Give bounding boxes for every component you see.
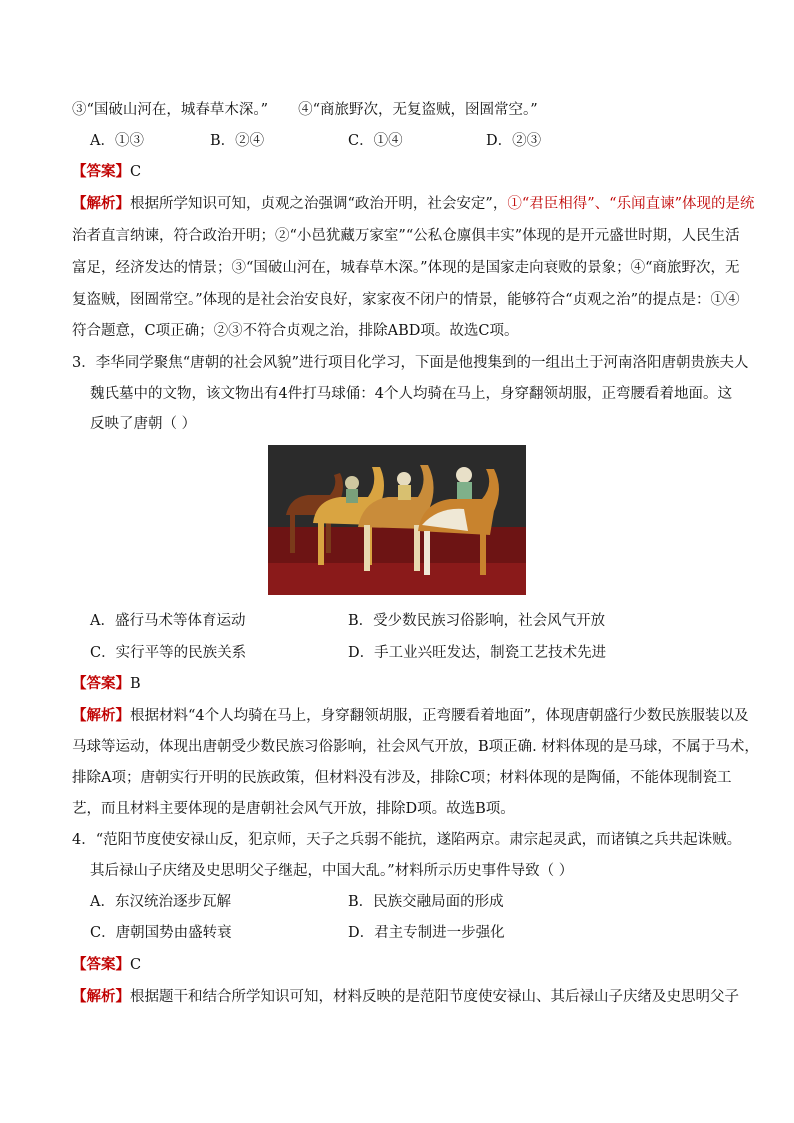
- q4-option-c[interactable]: C．唐朝国势由盛转衰: [90, 925, 232, 941]
- q4-answer: [72, 955, 726, 975]
- q3-stem-line-2: 魏氏墓中的文物，该文物出有4件打马球俑：4个人均骑在马上，身穿翻领胡服，正弯腰看着地面。这: [90, 386, 732, 402]
- answer-tag: 【答案】: [72, 163, 130, 180]
- q2-explanation-line-5: 符合题意，C项正确；②③不符合贞观之治，排除ABD项。故选C项。: [72, 323, 519, 339]
- q3-explanation-line-1: 【解析】根据材料“4个人均骑在马上，身穿翻领胡服，正弯腰看着地面”，体现唐朝盛行少数民族服装以及: [72, 707, 749, 724]
- answer-value: B: [130, 676, 141, 692]
- statement-4: ④“商旅野次，无复盗贼，囹圄常空。”: [298, 102, 538, 118]
- q2-option-c[interactable]: C．①④: [348, 133, 403, 149]
- explanation-tag: 【解析】: [72, 988, 130, 1005]
- q2-answer: [72, 162, 726, 182]
- answer-value: C: [130, 164, 142, 180]
- q4-option-b[interactable]: B．民族交融局面的形成: [348, 894, 504, 910]
- q2-explanation-line-3: 富足，经济发达的情景；③“国破山河在，城春草木深。”体现的是国家走向衰败的景象；④“商旅野次，无: [72, 260, 740, 276]
- q3-option-d[interactable]: D．手工业兴旺发达，制瓷工艺技术先进: [348, 645, 607, 661]
- q2-statement-3-4: [72, 100, 726, 120]
- q3-option-c[interactable]: C．实行平等的民族关系: [90, 645, 247, 661]
- q2-explanation-line-2: 治者直言纳谏，符合政治开明；②“小邑犹藏万家室”“公私仓廪俱丰实”体现的是开元盛世时期，人民生活: [72, 228, 740, 244]
- q2-option-d[interactable]: D．②③: [486, 133, 542, 149]
- q2-explanation-line-1: 【解析】根据所学知识可知，贞观之治强调“政治开明，社会安定”，①“君臣相得”、“乐闻直谏”体现的是统: [72, 195, 755, 212]
- statement-3: ③“国破山河在，城春草木深。”: [72, 102, 269, 118]
- q3-option-b[interactable]: B．受少数民族习俗影响，社会风气开放: [348, 613, 606, 629]
- tang-polo-figurines-photo: [268, 445, 526, 595]
- q3-answer: [72, 674, 726, 694]
- q3-explanation-line-3: 排除A项；唐朝实行开明的民族政策，但材料没有涉及，排除C项；材料体现的是陶俑，不能体现制瓷工: [72, 770, 732, 786]
- answer-value: C: [130, 957, 142, 973]
- q4-explanation-line-1: 【解析】根据题干和结合所学知识可知，材料反映的是范阳节度使安禄山、其后禄山子庆绪及史思明父子: [72, 988, 739, 1005]
- q3-stem-line-1: 3．李华同学聚焦“唐朝的社会风貌”进行项目化学习，下面是他搜集到的一组出土于河南洛阳唐朝贵族夫人: [72, 355, 749, 371]
- answer-tag: 【答案】: [72, 675, 130, 692]
- q2-option-a[interactable]: A．①③: [90, 133, 144, 149]
- q4-stem-line-1: 4．“范阳节度使安禄山反，犯京师，天子之兵弱不能抗，遂陷两京。肃宗起灵武，而诸镇之兵共起诛贼。: [72, 832, 742, 848]
- q3-option-a[interactable]: A．盛行马术等体育运动: [90, 613, 246, 629]
- q3-explanation-line-2: 马球等运动，体现出唐朝受少数民族习俗影响，社会风气开放，B项正确. 材料体现的是马球，不属于马术，: [72, 739, 759, 755]
- q4-stem-line-2: 其后禄山子庆绪及史思明父子继起，中国大乱。”材料所示历史事件导致（ ）: [90, 863, 574, 879]
- q3-stem-line-3: 反映了唐朝（ ）: [90, 416, 197, 432]
- q4-option-d[interactable]: D．君主专制进一步强化: [348, 925, 505, 941]
- q3-explanation-line-4: 艺，而且材料主要体现的是唐朝社会风气开放，排除D项。故选B项。: [72, 801, 515, 817]
- q2-option-b[interactable]: B．②④: [210, 133, 265, 149]
- q4-option-a[interactable]: A．东汉统治逐步瓦解: [90, 894, 231, 910]
- explanation-tag: 【解析】: [72, 707, 130, 724]
- answer-tag: 【答案】: [72, 956, 130, 973]
- q2-explanation-line-4: 复盗贼，囹圄常空。”体现的是社会治安良好，家家夜不闭户的情景，能够符合“贞观之治”的提点是：①④: [72, 292, 740, 308]
- explanation-tag: 【解析】: [72, 195, 130, 212]
